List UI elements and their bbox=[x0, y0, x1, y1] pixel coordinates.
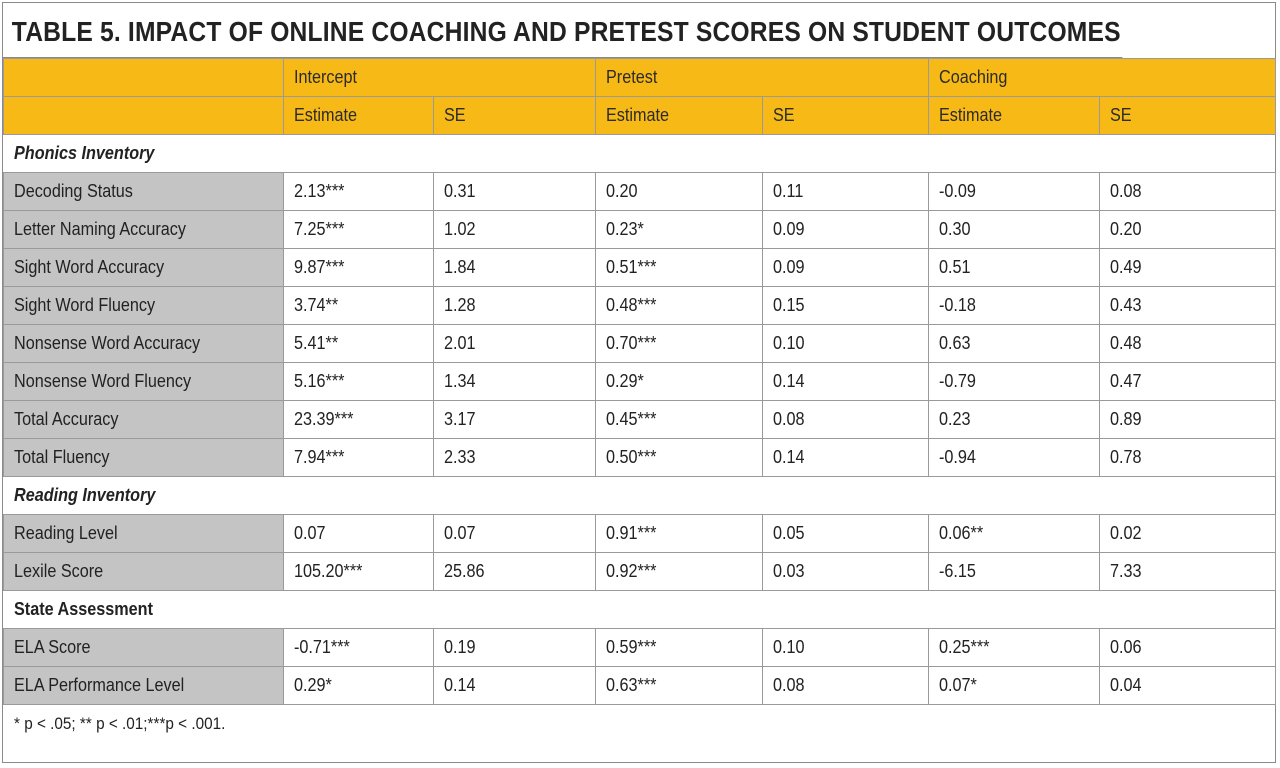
value-cell: 0.29* bbox=[284, 667, 434, 705]
value-cell: 1.84 bbox=[434, 249, 596, 287]
value-cell: 0.10 bbox=[763, 629, 929, 667]
value-cell: 0.07 bbox=[434, 515, 596, 553]
table-row bbox=[4, 401, 1276, 439]
table-row bbox=[4, 629, 1276, 667]
value-cell: 0.89 bbox=[1100, 401, 1276, 439]
value-cell: -0.71*** bbox=[284, 629, 434, 667]
value-cell: 0.51*** bbox=[596, 249, 763, 287]
value-cell: 0.43 bbox=[1100, 287, 1276, 325]
header-sub-cell: Estimate bbox=[284, 97, 434, 135]
value-cell: 0.48*** bbox=[596, 287, 763, 325]
value-cell: 0.31 bbox=[434, 173, 596, 211]
header-corner-2 bbox=[4, 97, 284, 135]
value-cell: 0.63 bbox=[929, 325, 1100, 363]
table-row bbox=[4, 249, 1276, 287]
header-sub-cell: Estimate bbox=[929, 97, 1100, 135]
value-cell: 0.59*** bbox=[596, 629, 763, 667]
table-row bbox=[4, 515, 1276, 553]
value-cell: 0.15 bbox=[763, 287, 929, 325]
value-cell: 5.16*** bbox=[284, 363, 434, 401]
row-label: Decoding Status bbox=[4, 173, 284, 211]
value-cell: 0.02 bbox=[1100, 515, 1276, 553]
value-cell: 0.70*** bbox=[596, 325, 763, 363]
value-cell: 2.33 bbox=[434, 439, 596, 477]
header-sub-cell: Estimate bbox=[596, 97, 763, 135]
value-cell: 0.14 bbox=[434, 667, 596, 705]
value-cell: 0.78 bbox=[1100, 439, 1276, 477]
value-cell: 25.86 bbox=[434, 553, 596, 591]
value-cell: 3.74** bbox=[284, 287, 434, 325]
value-cell: 0.05 bbox=[763, 515, 929, 553]
header-group-row bbox=[4, 59, 1276, 97]
value-cell: 0.92*** bbox=[596, 553, 763, 591]
table-row bbox=[4, 363, 1276, 401]
value-cell: 0.10 bbox=[763, 325, 929, 363]
value-cell: 7.33 bbox=[1100, 553, 1276, 591]
table-container bbox=[2, 2, 1276, 763]
value-cell: 0.14 bbox=[763, 439, 929, 477]
value-cell: 1.28 bbox=[434, 287, 596, 325]
value-cell: 1.02 bbox=[434, 211, 596, 249]
value-cell: 0.08 bbox=[763, 667, 929, 705]
header-intercept: Intercept bbox=[284, 59, 596, 97]
value-cell: 0.20 bbox=[1100, 211, 1276, 249]
value-cell: 105.20*** bbox=[284, 553, 434, 591]
table-row bbox=[4, 173, 1276, 211]
value-cell: 0.14 bbox=[763, 363, 929, 401]
results-table bbox=[3, 58, 1276, 743]
value-cell: 0.45*** bbox=[596, 401, 763, 439]
value-cell: 3.17 bbox=[434, 401, 596, 439]
row-label: Sight Word Fluency bbox=[4, 287, 284, 325]
section-row bbox=[4, 477, 1276, 515]
value-cell: 0.48 bbox=[1100, 325, 1276, 363]
value-cell: 0.03 bbox=[763, 553, 929, 591]
value-cell: 0.20 bbox=[596, 173, 763, 211]
value-cell: -0.94 bbox=[929, 439, 1100, 477]
row-label: Total Fluency bbox=[4, 439, 284, 477]
section-row bbox=[4, 591, 1276, 629]
header-pretest: Pretest bbox=[596, 59, 929, 97]
row-label: ELA Performance Level bbox=[4, 667, 284, 705]
row-label: Total Accuracy bbox=[4, 401, 284, 439]
section-row bbox=[4, 135, 1276, 173]
header-corner bbox=[4, 59, 284, 97]
value-cell: 0.08 bbox=[1100, 173, 1276, 211]
row-label: Letter Naming Accuracy bbox=[4, 211, 284, 249]
value-cell: 0.47 bbox=[1100, 363, 1276, 401]
row-label: Nonsense Word Fluency bbox=[4, 363, 284, 401]
value-cell: 0.09 bbox=[763, 249, 929, 287]
header-sub-cell: SE bbox=[1100, 97, 1276, 135]
value-cell: 0.07* bbox=[929, 667, 1100, 705]
value-cell: 0.06** bbox=[929, 515, 1100, 553]
row-label: Nonsense Word Accuracy bbox=[4, 325, 284, 363]
value-cell: 2.01 bbox=[434, 325, 596, 363]
table-row bbox=[4, 439, 1276, 477]
value-cell: 0.04 bbox=[1100, 667, 1276, 705]
value-cell: 7.94*** bbox=[284, 439, 434, 477]
header-sub-cell: SE bbox=[763, 97, 929, 135]
value-cell: -6.15 bbox=[929, 553, 1100, 591]
row-label: Sight Word Accuracy bbox=[4, 249, 284, 287]
value-cell: -0.79 bbox=[929, 363, 1100, 401]
value-cell: 0.07 bbox=[284, 515, 434, 553]
section-heading: State Assessment bbox=[4, 591, 1276, 629]
header-coaching: Coaching bbox=[929, 59, 1276, 97]
value-cell: 0.23 bbox=[929, 401, 1100, 439]
value-cell: 9.87*** bbox=[284, 249, 434, 287]
value-cell: 0.06 bbox=[1100, 629, 1276, 667]
value-cell: 5.41** bbox=[284, 325, 434, 363]
value-cell: 0.23* bbox=[596, 211, 763, 249]
value-cell: 0.11 bbox=[763, 173, 929, 211]
table-row bbox=[4, 553, 1276, 591]
value-cell: 0.19 bbox=[434, 629, 596, 667]
table-row bbox=[4, 287, 1276, 325]
value-cell: -0.09 bbox=[929, 173, 1100, 211]
value-cell: 0.50*** bbox=[596, 439, 763, 477]
value-cell: 0.91*** bbox=[596, 515, 763, 553]
value-cell: 0.09 bbox=[763, 211, 929, 249]
table-row bbox=[4, 325, 1276, 363]
value-cell: 0.49 bbox=[1100, 249, 1276, 287]
section-heading: Reading Inventory bbox=[4, 477, 1276, 515]
value-cell: 0.63*** bbox=[596, 667, 763, 705]
value-cell: 7.25*** bbox=[284, 211, 434, 249]
value-cell: 0.08 bbox=[763, 401, 929, 439]
value-cell: 1.34 bbox=[434, 363, 596, 401]
footnote: * p < .05; ** p < .01;***p < .001. bbox=[4, 705, 1276, 743]
table-title: TABLE 5. IMPACT OF ONLINE COACHING AND PRETEST SCORES ON STUDENT OUTCOMES bbox=[3, 3, 1122, 58]
value-cell: 2.13*** bbox=[284, 173, 434, 211]
value-cell: 0.30 bbox=[929, 211, 1100, 249]
header-sub-row bbox=[4, 97, 1276, 135]
value-cell: 0.29* bbox=[596, 363, 763, 401]
section-heading: Phonics Inventory bbox=[4, 135, 1276, 173]
row-label: Lexile Score bbox=[4, 553, 284, 591]
header-sub-cell: SE bbox=[434, 97, 596, 135]
table-row bbox=[4, 667, 1276, 705]
value-cell: -0.18 bbox=[929, 287, 1100, 325]
footnote-row bbox=[4, 705, 1276, 743]
value-cell: 0.25*** bbox=[929, 629, 1100, 667]
value-cell: 23.39*** bbox=[284, 401, 434, 439]
row-label: Reading Level bbox=[4, 515, 284, 553]
row-label: ELA Score bbox=[4, 629, 284, 667]
table-row bbox=[4, 211, 1276, 249]
value-cell: 0.51 bbox=[929, 249, 1100, 287]
